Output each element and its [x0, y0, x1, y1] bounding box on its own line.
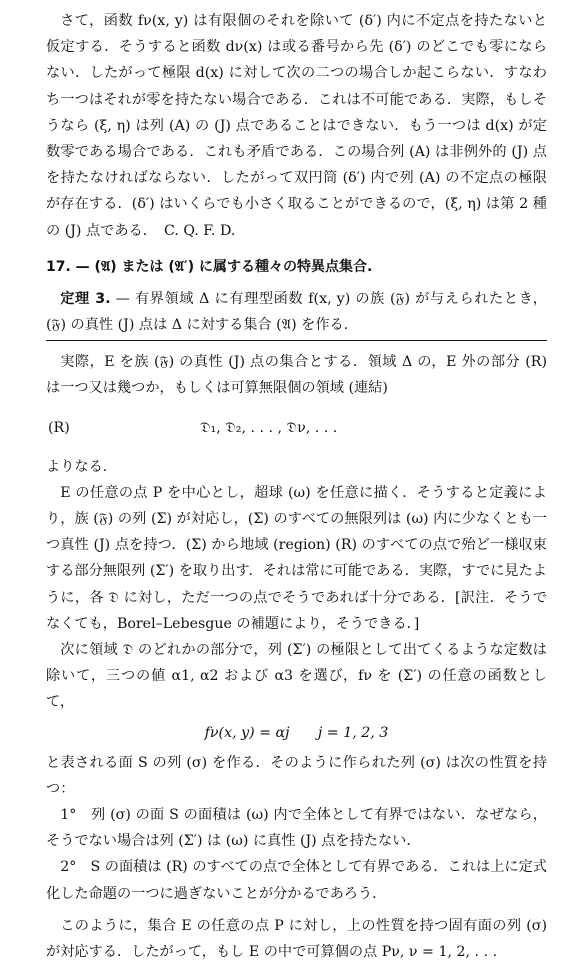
property-item-1: 1° 列 (σ) の面 S の面積は (ω) 内で全体として有界ではない．なぜなら，そうでない場合は列 (Σ′) は (ω) に真性 (J) 点を持たない．: [46, 807, 547, 850]
section-heading: 17. — (𝔄) または (𝔄′) に属する種々の特異点集合.: [46, 258, 373, 275]
paragraph-proof-conclusion: さて，函数 fν(x, y) は有限個のそれを除いて (δ′) 内に不定点を持たないと仮定する．そうすると函数 dν(x) は或る番号から先 (δ′) のどこでも零にならない．したがって極限 d(x) に対して次の二つの場合しか起こらない．すなわち一つはそれが零を持たない場合である．これは不可能である．実際，もしそうなら (ξ, η) は列 (A) の (J) 点であることはできない．もう一つは d(x) が定数零である場合である．これも矛盾である．この場合列 (A) は非例外的 (J) 点を持たなければならない．したがって双円筒 (δ′) 内で列 (A) の不定点の極限が存在する．(δ′) はいくらでも小さく取ることができるので，(ξ, η) は第 2 種の (J) 点である． C. Q. F. D.: [46, 13, 547, 239]
paragraph-sequence-sigma: と表される面 S の列 (σ) を作る．そのように作られた列 (σ) は次の性質を持つ：: [46, 754, 547, 797]
domain-sequence: [46, 404, 547, 452]
paragraph-hypersphere: E の任意の点 P を中心とし，超球 (ω) を任意に描く．そうすると定義により，族 (𝔉) の列 (Σ) が対応し，(Σ) のすべての無限列は (ω) 内に少なくとも一つ真性 (J) 点を持つ．(Σ) から地域 (region) (R) のすべての点で殆ど一様収束する部分無限列 (Σ′) を取り出す．それは常に可能である．実際，すでに見たように，各 𝔇 に対し，ただ一つの点でそうであれば十分である．[訳注．そうでなくても，Borel–Lebesgue の補題により，そうできる．]: [46, 484, 547, 632]
theorem-body: — 有界領域 Δ に有理型函数 f(x, y) の族 (𝔉) が与えられたとき，(𝔉) の真性 (J) 点は Δ に対する集合 (𝔄) を作る.: [46, 290, 547, 334]
display-formula: fν(x, y) = αj j = 1, 2, 3: [204, 724, 389, 741]
sequence-rhs: 𝔇₁, 𝔇₂, . . . , 𝔇ν, . . .: [200, 419, 338, 436]
paragraph-final: このように，集合 E の任意の点 P に対し，上の性質を持つ固有面の列 (σ) が対応する．したがって，もし E の中で可算個の点 Pν, ν = 1, 2, . . .: [46, 917, 547, 961]
paragraph-choose-values: 次に領域 𝔇 のどれかの部分で，列 (Σ′) の極限として出てくるような定数は除いて，三つの値 α1, α2 および α3 を選び，fν を (Σ′) の任意の函数として，: [46, 642, 547, 711]
sequence-lhs: (R): [48, 419, 70, 436]
property-item-2: 2° S の面積は (R) のすべての点で全体として有界である．これは上に定式化した命題の一つに過ぎないことが分かるであろう．: [46, 859, 547, 902]
paragraph-proof-start: 実際，E を族 (𝔉) の真性 (J) 点の集合とする．領域 Δ の，E 外の部分 (R) は一つ又は幾つか，もしくは可算無限個の領域 (連結): [46, 354, 547, 397]
paragraph-continuation: よりなる．: [46, 458, 117, 475]
theorem-statement: [46, 286, 547, 341]
theorem-label: 定理 3.: [60, 290, 111, 307]
